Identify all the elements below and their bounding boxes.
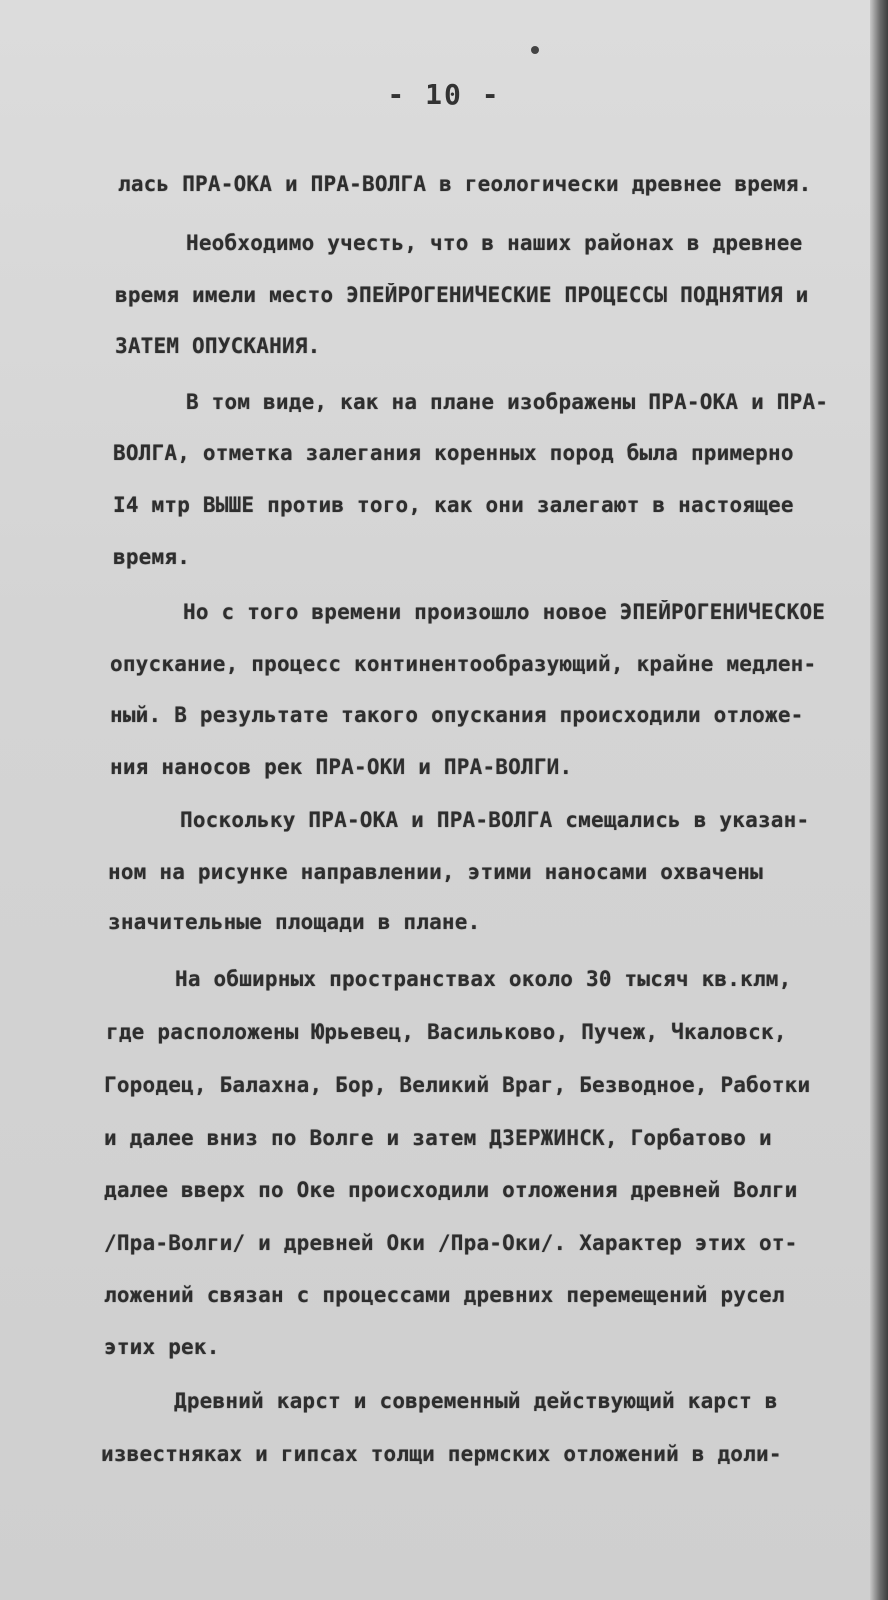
- text-line: В том виде, как на плане изображены ПРА-ОКА и ПРА-: [186, 390, 829, 414]
- text-line: известняках и гипсах толщи пермских отложений в доли-: [101, 1442, 782, 1466]
- text-line: ном на рисунке направлении, этими наносами охвачены: [108, 860, 763, 884]
- text-line: Поскольку ПРА-ОКА и ПРА-ВОЛГА смещались в указан-: [180, 808, 810, 832]
- text-line: опускание, процесс континентообразующий, крайне медлен-: [110, 652, 817, 676]
- text-line: ВОЛГА, отметка залегания коренных пород была примерно: [113, 441, 794, 465]
- text-line: ный. В результате такого опускания происходили отложе-: [110, 703, 804, 727]
- text-line: где расположены Юрьевец, Васильково, Пучеж, Чкаловск,: [106, 1020, 787, 1044]
- text-line: время имели место ЭПЕЙРОГЕНИЧЕСКИЕ ПРОЦЕССЫ ПОДНЯТИЯ и: [115, 283, 809, 307]
- ink-mark: [531, 46, 539, 54]
- text-line: время.: [113, 545, 191, 569]
- text-line: Городец, Балахна, Бор, Великий Враг, Безводное, Работки: [104, 1073, 811, 1097]
- text-line: значительные площади в плане.: [108, 910, 481, 934]
- text-line: I4 мтр ВЫШЕ против того, как они залегают в настоящее: [113, 493, 794, 517]
- binding-edge: [870, 0, 888, 1600]
- text-line: На обширных пространствах около 30 тысяч кв.клм,: [175, 967, 792, 991]
- text-line: далее вверх по Оке происходили отложения древней Волги: [104, 1178, 798, 1202]
- page-number: - 10 -: [387, 78, 501, 111]
- text-line: Но с того времени произошло новое ЭПЕЙРОГЕНИЧЕСКОЕ: [183, 600, 826, 624]
- text-line: лась ПРА-ОКА и ПРА-ВОЛГА в геологически древнее время.: [118, 172, 812, 196]
- text-line: этих рек.: [104, 1335, 220, 1359]
- text-line: Древний карст и современный действующий карст в: [174, 1389, 778, 1413]
- text-line: и далее вниз по Волге и затем ДЗЕРЖИНСК, Горбатово и: [104, 1126, 772, 1150]
- text-line: /Пра-Волги/ и древней Оки /Пра-Оки/. Характер этих от-: [104, 1231, 798, 1255]
- text-line: ния наносов рек ПРА-ОКИ и ПРА-ВОЛГИ.: [110, 755, 573, 779]
- text-line: ложений связан с процессами древних перемещений русел: [104, 1283, 785, 1307]
- text-line: ЗАТЕМ ОПУСКАНИЯ.: [115, 334, 321, 358]
- text-line: Необходимо учесть, что в наших районах в древнее: [186, 231, 803, 255]
